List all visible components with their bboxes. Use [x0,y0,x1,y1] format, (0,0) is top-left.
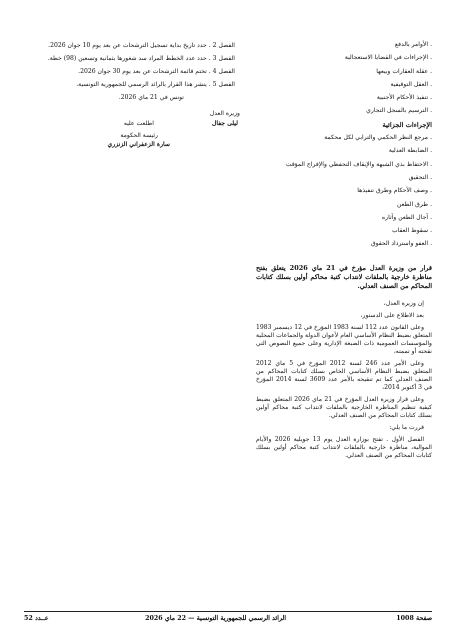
right-column [256,41,432,464]
pm-name: سارة الزعفراني الزنزري [107,141,170,148]
minister-name: ليلى جفال [211,120,238,127]
page-footer [24,611,432,622]
article-paragraph: الفصل 5 . ينشر هذا القرار بالرائد الرسمي للجمهورية التونسية. [76,81,235,88]
page-number: صفحة 1008 [396,615,432,622]
list-item: . الأوامر بالدفع [256,41,432,49]
list-item: . طرق الطعن [256,201,432,209]
list-item: . العفو واسترداد الحقوق [256,240,432,248]
body-paragraph: بعد الاطلاع على الدستور، [360,312,424,320]
article-paragraph: الفصل 4 . تختم قائمة الترشحات عن بعد يوم 30 جوان 2026. [78,68,235,75]
list-item: . سقوط العقاب [256,227,432,235]
list-item: . الإجراءات في القضايا الاستعجالية [256,54,432,62]
signatures-block [16,110,244,166]
body-paragraph: وعلى القانون عدد 112 لسنة 1983 المؤرخ في 12 ديسمبر 1983 المتعلق بضبط النظام الأساسي العام لأعوان الدولة والجماعات المحلية والمؤسسات العمومية ذات الصبغة الإدارية وعلى جميع النصوص التي نقحته أو تممته، [256,324,432,356]
pm-title: رئيسة الحكومة [120,132,158,139]
left-column [16,42,244,166]
body-paragraph: قررت ما يلي: [389,424,424,432]
article-paragraph: الفصل 2 . حدد تاريخ بداية تسجيل الترشحات عن بعد يوم 10 جوان 2026. [48,42,235,49]
penal-procedure-heading: الإجراءات الجزائية [382,120,432,129]
list-item: . الاحتفاظ بذي الشبهة والإيقاف التحفظي والإفراج المؤقت [256,161,432,169]
list-item: . وصف الأحكام وطرق تنفيذها [256,187,432,195]
arrete-body [256,300,432,460]
list-item: . مرجع النظر الحكمي والترابي لكل محكمة [256,134,432,142]
body-paragraph: وعلى الأمر عدد 246 لسنة 2012 المؤرخ في 5 ماي 2012 المتعلق بضبط النظام الأساسي الخاص بسلك كتابات المحاكم من الصنف العدلي كما تم تنقيحه بالأمر عدد 3609 لسنة 2014 المؤرخ في 3 أكتوبر 2014، [256,360,432,392]
journal-title: الرائد الرسمي للجمهورية التونسية — 22 ماي 2026 [145,615,286,622]
minister-title: وزيرة العدل [209,110,240,117]
list-item: . التحقيق [256,174,432,182]
seen-label: اطلعت عليه [123,120,154,127]
article-paragraph: الفصل 3 . حدد عدد الخطط المراد سد شغورها بثمانية وتسعين (98) خطة. [47,55,235,62]
list-item: . العقل التوقيفية [256,81,432,89]
list-item: . تنفيذ الأحكام الأجنبية [256,94,432,102]
issue-number: عــدد 52 [24,615,49,622]
body-paragraph: إن وزيرة العدل، [383,300,424,308]
arrete-title: قرار من وزيرة العدل مؤرخ في 21 ماي 2026 يتعلق بفتح مناظرة خارجية بالملفات لانتداب كتبة محاكم أولين بسلك كتابات المحاكم من الصنف العدلي. [256,264,432,290]
signing-date: تونس في 21 ماي 2026. [118,94,184,101]
list-item: . الضابطة العدلية [256,147,432,155]
civil-procedure-list [256,41,432,115]
body-paragraph: وعلى قرار وزيرة العدل المؤرخ في 21 ماي 2026 المتعلق بضبط كيفية تنظيم المناظرة الخارجية بالملفات لانتداب كتبة محاكم أولين بسلك كتابات المحاكم من الصنف العدلي. [256,396,432,420]
body-paragraph: الفصل الأول . تفتح بوزارة العدل يوم 13 جويلية 2026 والأيام الموالية، مناظرة خارجية بالملفات لانتداب كتبة محاكم أولين بسلك كتابات المحاكم من الصنف العدلي. [256,436,432,460]
articles-list [16,42,244,89]
list-item: . عقلة العقارات وبيعها [256,68,432,76]
list-item: . الترسيم بالسجل التجاري [256,107,432,115]
list-item: . آجال الطعن وآثاره [256,214,432,222]
penal-procedure-list [256,134,432,248]
